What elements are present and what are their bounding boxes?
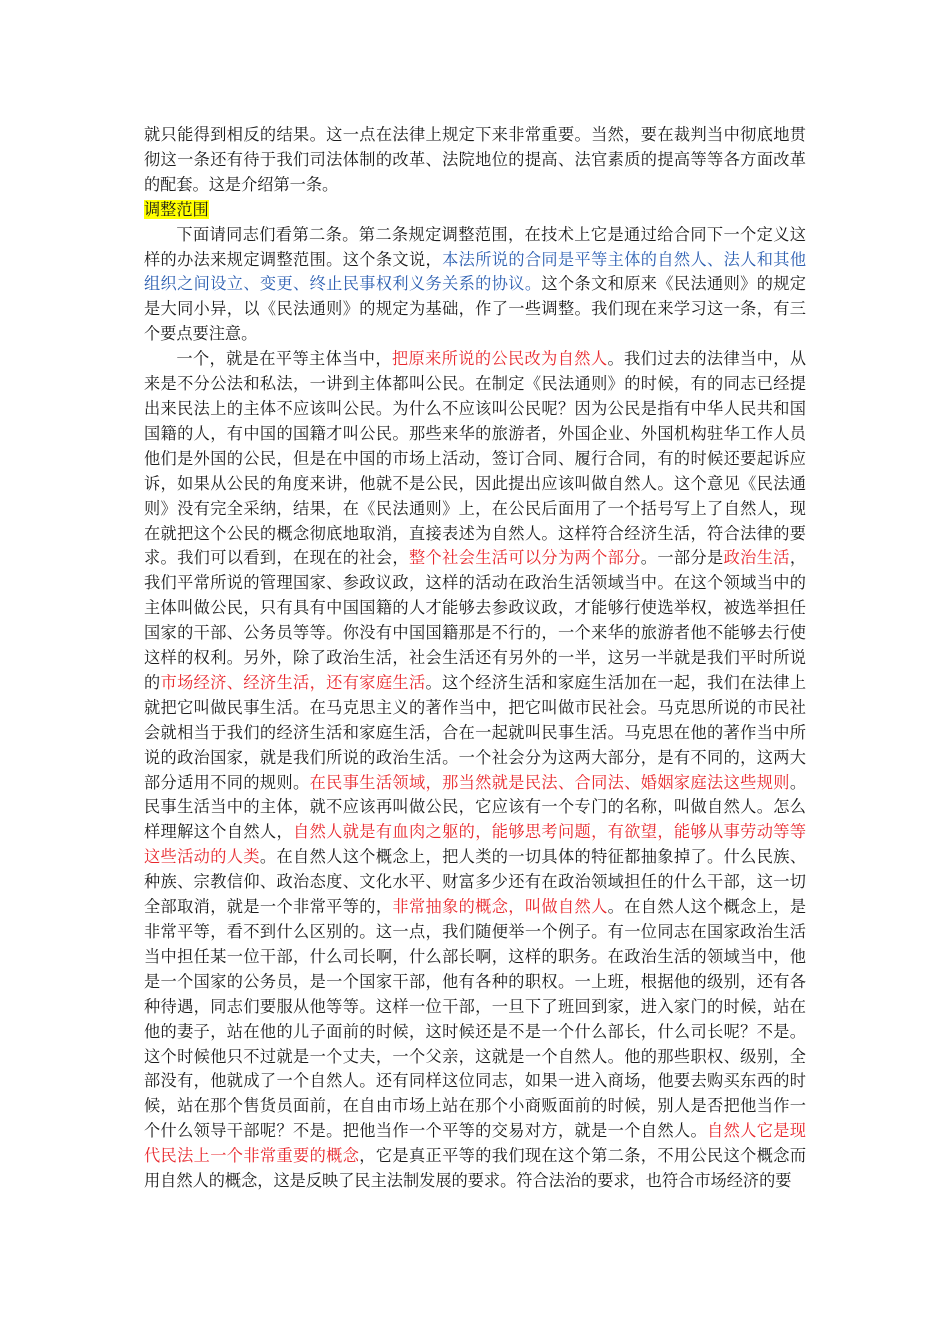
text-run: ，我们平常所说的管理国家、参政议政，这样的活动在政治生活领域当中。在这个领域当中的主体叫做公民，只有具有中国国籍的人才能够去参政议政，才能够行使选举权，被选举担任国家的干部、公务员等等。你没有中国国籍那是不行的，一个来华的旅游者他不能够去行使这样的权利。另外，除了政治生活，社会生活还有另外的一半，这另一半就是我们平时所说的 xyxy=(144,548,807,692)
emphasis-run-red: 自然人它是现代民法上一个非常重要的概念 xyxy=(144,1121,806,1166)
emphasis-run-red: 自然人就是有血肉之躯的，能够思考问题，有欲望，能够从事劳动等等这些活动的人类 xyxy=(144,822,807,867)
emphasis-run-red: 在民事生活领域，那当然就是民法、合同法、婚姻家庭法这些规则 xyxy=(309,772,790,792)
emphasis-run-red: 整个社会生活可以分为两个部分 xyxy=(408,548,641,568)
emphasis-run-red: 非常抽象的概念，叫做自然人 xyxy=(392,897,608,917)
emphasis-run-red: 市场经济、经济生活，还有家庭生活 xyxy=(160,672,426,692)
highlighted-heading: 调整范围 xyxy=(144,199,209,219)
text-run: 。一部分是 xyxy=(640,548,724,568)
text-run: 。这个经济生活和家庭生活加在一起，我们在法律上就把它叫做民事生活。在马克思主义的著作当中，把它叫做市民社会。马克思所说的市民社会就相当于我们的经济生活和家庭生活，合在一起就叫民事生活。马克思在他的著作当中所说的政治国家，就是我们所说的政治生活。一个社会分为这两大部分，是有不同的，这两大部分适用不同的规则。 xyxy=(144,672,807,792)
section-heading xyxy=(144,198,806,223)
text-run: 就只能得到相反的结果。这一点在法律上规定下来非常重要。当然，要在裁判当中彻底地贯彻这一条还有待于我们司法体制的改革、法院地位的提高、法官素质的提高等等各方面改革的配套。这是介绍第一条。 xyxy=(144,125,806,194)
paragraph-intro xyxy=(144,123,806,198)
paragraph-scope xyxy=(144,223,806,348)
text-run: 。在自然人这个概念上，是非常平等，看不到什么区别的。这一点，我们随便举一个例子。有一位同志在国家政治生活当中担任某一位干部，什么司长啊，什么部长啊，这样的职务。在政治生活的领域当中，他是一个国家的公务员，是一个国家干部，他有各种的职权。一上班，根据他的级别，还有各种待遇，同志们要服从他等等。这样一位干部，一旦下了班回到家，进入家门的时候，站在他的妻子，站在他的儿子面前的时候，这时候还是不是一个什么部长，什么司长呢？不是。这个时候他只不过就是一个丈夫，一个父亲，这就是一个自然人。他的那些职权、级别，全部没有，他就成了一个自然人。还有同样这位同志，如果一进入商场，他要去购买东西的时候，站在那个售货员面前，在自由市场上站在那个小商贩面前的时候，别人是否把他当作一个什么领导干部呢？不是。把他当作一个平等的交易对方，就是一个自然人。 xyxy=(144,897,807,1141)
text-run: 。民事生活当中的主体，就不应该再叫做公民，它应该有一个专门的名称，叫做自然人。怎么样理解这个自然人， xyxy=(144,772,806,842)
text-run: ，它是真正平等的我们现在这个第二条，不用公民这个概念而用自然人的概念，这是反映了民主法制发展的要求。符合法治的要求，也符合市场经济的要 xyxy=(144,1146,807,1191)
emphasis-run-red: 政治生活 xyxy=(723,548,790,568)
paragraph-natural-person xyxy=(144,347,806,1194)
quote-run-blue: 本法所说的合同是平等主体的自然人、法人和其他组织之间设立、变更、终止民事权利义务关系的协议。 xyxy=(144,249,807,294)
text-run: 这个条文和原来《民法通则》的规定是大同小异，以《民法通则》的规定为基础，作了一些调整。我们现在来学习这一条，有三个要点要注意。 xyxy=(144,274,806,344)
text-run: 。在自然人这个概念上，把人类的一切具体的特征都抽象掉了。什么民族、种族、宗教信仰、政治态度、文化水平、财富多少还有在政治领域担任的什么干部，这一切全部取消，就是一个非常平等的， xyxy=(144,847,807,917)
emphasis-run-red: 把原来所说的公民改为自然人 xyxy=(391,349,608,369)
text-run: 。我们过去的法律当中，从来是不分公法和私法，一讲到主体都叫公民。在制定《民法通则》的时候，有的同志已经提出来民法上的主体不应该叫公民。为什么不应该叫公民呢？因为公民是指有中华人民共和国国籍的人，有中国的国籍才叫公民。那些来华的旅游者，外国企业、外国机构驻华工作人员他们是外国的公民，但是在中国的市场上活动，签订合同、履行合同，有的时候还要起诉应诉，如果从公民的角度来讲，他就不是公民，因此提出应该叫做自然人。这个意见《民法通则》没有完全采纳，结果，在《民法通则》上，在公民后面用了一个括号写上了自然人，现在就把这个公民的概念彻底地取消，直接表述为自然人。这样符合经济生活，符合法律的要求。我们可以看到，在现在的社会， xyxy=(144,349,807,568)
text-run: 一个，就是在平等主体当中， xyxy=(176,349,392,369)
document-page xyxy=(144,123,806,1194)
text-run: 下面请同志们看第二条。第二条规定调整范围，在技术上它是通过给合同下一个定义这样的办法来规定调整范围。这个条文说， xyxy=(144,224,806,269)
